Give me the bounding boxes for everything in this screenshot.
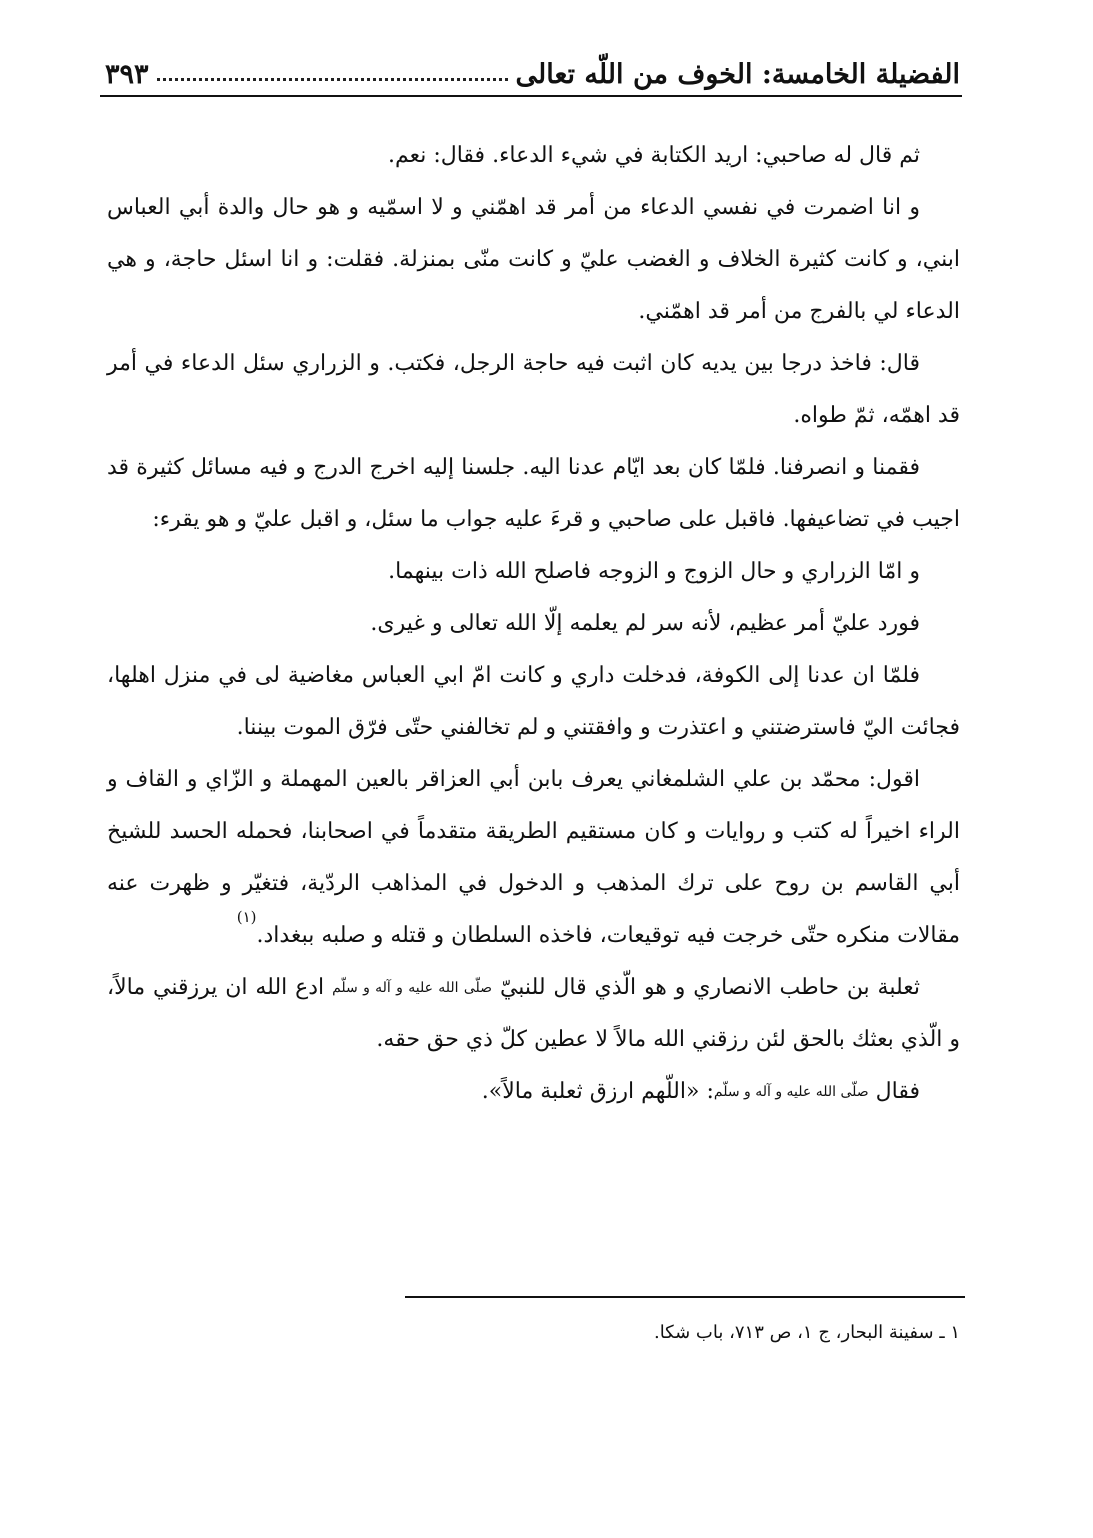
quote-1: و امّا الزراري و حال الزوج و الزوجه فاصلح الله ذات بينهما. [388,559,920,584]
paragraph-7 [107,962,960,1066]
running-header [105,42,960,90]
paragraph-8-a: فقال [875,1079,920,1104]
header-rule [100,95,962,97]
paragraph-4: فقمنا و انصرفنا. فلمّا كان بعد ايّام عدنا اليه. جلسنا إليه اخرج الدرج و فيه مسائل كثيرة قد اجيب في تضاعيفها. فاقبل على صاحبي و قرءَ عليه جواب ما سئل، و اقبل عليّ و هو يقرء: [107,455,960,532]
paragraph-6-text: اقول: محمّد بن علي الشلمغاني يعرف بابن أبي العزاقر بالعين المهملة و الزّاي و القاف و الراء اخيراً له كتب و روايات و كان مستقيم الطريقة متقدماً في اصحابنا، فحمله الحسد للشيخ أبي القاسم بن روح على ترك المذهب و الدخول في المذاهب الردّية، فتغيّر و ظهرت عنه مقالات منكره حتّى خرجت فيه توقيعات، فاخذه السلطان و قتله و صلبه ببغداد. [107,767,960,948]
quote-2: فورد عليّ أمر عظيم، لأنه سر لم يعلمه إلّا الله تعالى و غيرى. [370,611,920,636]
footnote-ref: (١) [236,908,257,926]
honorific-symbol-2: صلّى الله عليه و آله و سلّم [713,1084,869,1100]
paragraph-2: و انا اضمرت في نفسي الدعاء من أمر قد اهمّني و لا اسمّيه و هو حال والدة أبي العباس ابني، و كانت كثيرة الخلاف و الغضب عليّ و كانت منّى بمنزلة. فقلت: و انا اسئل حاجة، و هي الدعاء لي بالفرج من أمر قد اهمّني. [107,195,960,324]
dot-leader [157,78,508,81]
paragraph-6 [107,754,960,962]
footnote: ١ ـ سفينة البحار، ج ١، ص ٧١٣، باب شكا. [653,1322,960,1343]
paragraph-8 [107,1066,960,1118]
footnote-rule [405,1296,965,1298]
page-number: ٣٩٣ [105,59,149,90]
header-title: الفضيلة الخامسة: الخوف من اللّه تعالى [515,59,960,90]
honorific-symbol: صلّى الله عليه و آله و سلّم [332,980,493,996]
paragraph-3: قال: فاخذ درجا بين يديه كان اثبت فيه حاجة الرجل، فكتب. و الزراري سئل الدعاء في أمر قد اهمّه، ثمّ طواه. [107,351,960,428]
paragraph-5: فلمّا ان عدنا إلى الكوفة، فدخلت داري و كانت امّ ابي العباس مغاضية لى في منزل اهلها، فجائت اليّ فاسترضتني و اعتذرت و وافقتني و لم تخالفني حتّى فرّق الموت بيننا. [107,663,960,740]
paragraph-1: ثم قال له صاحبي: اريد الكتابة في شيء الدعاء. فقال: نعم. [387,143,920,168]
paragraph-8-b: : «اللّهم ارزق ثعلبة مالاً». [481,1079,714,1104]
paragraph-7-b: ادع الله ان يرزقني مالاً، و الّذي بعثك بالحق لئن رزقني الله مالاً لا عطين كلّ ذي حق حقه. [107,975,960,1052]
paragraph-7-a: ثعلبة بن حاطب الانصاري و هو الّذي قال للنبيّ [499,975,921,1000]
page-body [107,130,960,1118]
